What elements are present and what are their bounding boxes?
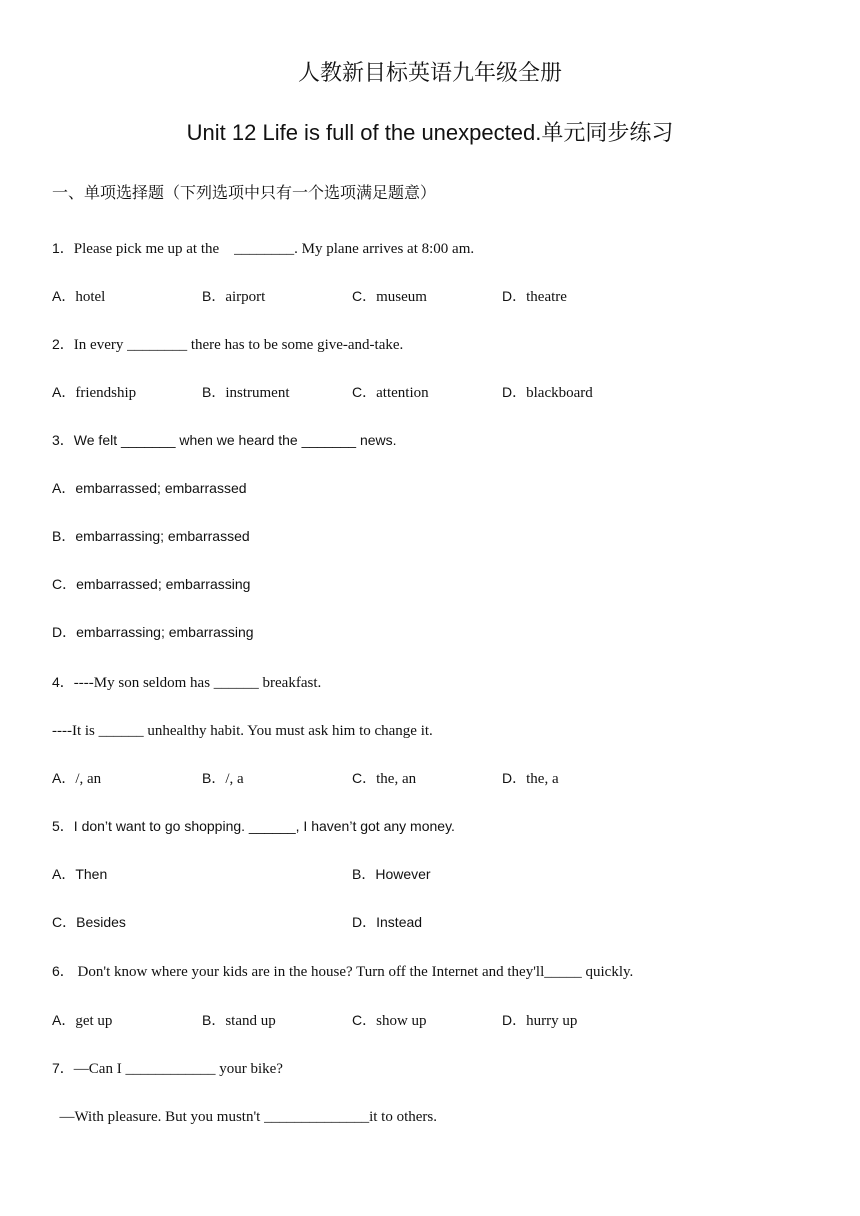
option-4b[interactable]: B．/, a [202, 770, 244, 787]
question-stem: —With pleasure. But you mustn't ______________it to others. [52, 1109, 437, 1125]
option-4d[interactable]: D．the, a [502, 770, 559, 787]
option-4c[interactable]: C．the, an [352, 770, 417, 787]
question-stem: Don't know where your kids are in the house? Turn off the Internet and they'll_____ quickly. [73, 964, 634, 980]
question-2 [52, 334, 403, 355]
option-6c[interactable]: C．show up [352, 1012, 427, 1029]
question-stem: ----My son seldom has ______ breakfast. [73, 675, 322, 691]
question-4-line2 [52, 720, 433, 741]
section-heading: 一、单项选择题（下列选项中只有一个选项满足题意） [52, 183, 437, 202]
question-4 [52, 672, 321, 693]
option-3b[interactable]: B．embarrassing; embarrassed [52, 528, 250, 544]
question-stem: I don’t want to go shopping. ______, I haven’t got any money. [73, 818, 455, 834]
question-stem: ----It is ______ unhealthy habit. You must ask him to change it. [52, 723, 433, 739]
document-title: 人教新目标英语九年级全册 [297, 61, 562, 86]
question-stem: Please pick me up at the ________. My plane arrives at 8:00 am. [73, 241, 475, 257]
option-2a[interactable]: A．friendship [52, 384, 137, 401]
question-number: 7． [52, 1060, 74, 1076]
question-number: 2． [52, 336, 74, 352]
question-3 [52, 430, 397, 450]
question-6 [52, 961, 633, 982]
question-stem: We felt _______ when we heard the _______ news. [73, 432, 397, 448]
option-2c[interactable]: C．attention [352, 384, 429, 401]
option-1d[interactable]: D．theatre [502, 288, 567, 305]
option-3d[interactable]: D．embarrassing; embarrassing [52, 624, 254, 640]
option-1a[interactable]: A．hotel [52, 288, 106, 305]
document-subtitle: Unit 12 Life is full of the unexpected.单元同步练习 [186, 120, 674, 145]
question-5 [52, 816, 455, 836]
option-2b[interactable]: B．instrument [202, 384, 290, 401]
question-7 [52, 1058, 283, 1079]
option-1b[interactable]: B．airport [202, 288, 266, 305]
option-3c[interactable]: C．embarrassed; embarrassing [52, 576, 251, 592]
question-number: 1． [52, 240, 74, 256]
question-stem: In every ________ there has to be some give-and-take. [73, 337, 404, 353]
option-3a[interactable]: A．embarrassed; embarrassed [52, 480, 247, 496]
option-6d[interactable]: D．hurry up [502, 1012, 578, 1029]
option-6a[interactable]: A．get up [52, 1012, 113, 1029]
question-7-line2 [52, 1106, 437, 1127]
question-number: 4． [52, 674, 74, 690]
question-number: 3． [52, 432, 74, 448]
question-number: 5． [52, 818, 74, 834]
option-1c[interactable]: C．museum [352, 288, 427, 305]
option-4a[interactable]: A．/, an [52, 770, 102, 787]
option-5d[interactable]: D．Instead [352, 914, 423, 930]
question-stem: —Can I ____________ your bike? [73, 1061, 283, 1077]
option-6b[interactable]: B．stand up [202, 1012, 276, 1029]
question-number: 6． [52, 963, 74, 979]
option-2d[interactable]: D．blackboard [502, 384, 593, 401]
option-5a[interactable]: A．Then [52, 866, 108, 882]
question-1 [52, 238, 474, 259]
option-5b[interactable]: B．However [352, 866, 431, 882]
option-5c[interactable]: C．Besides [52, 914, 126, 930]
